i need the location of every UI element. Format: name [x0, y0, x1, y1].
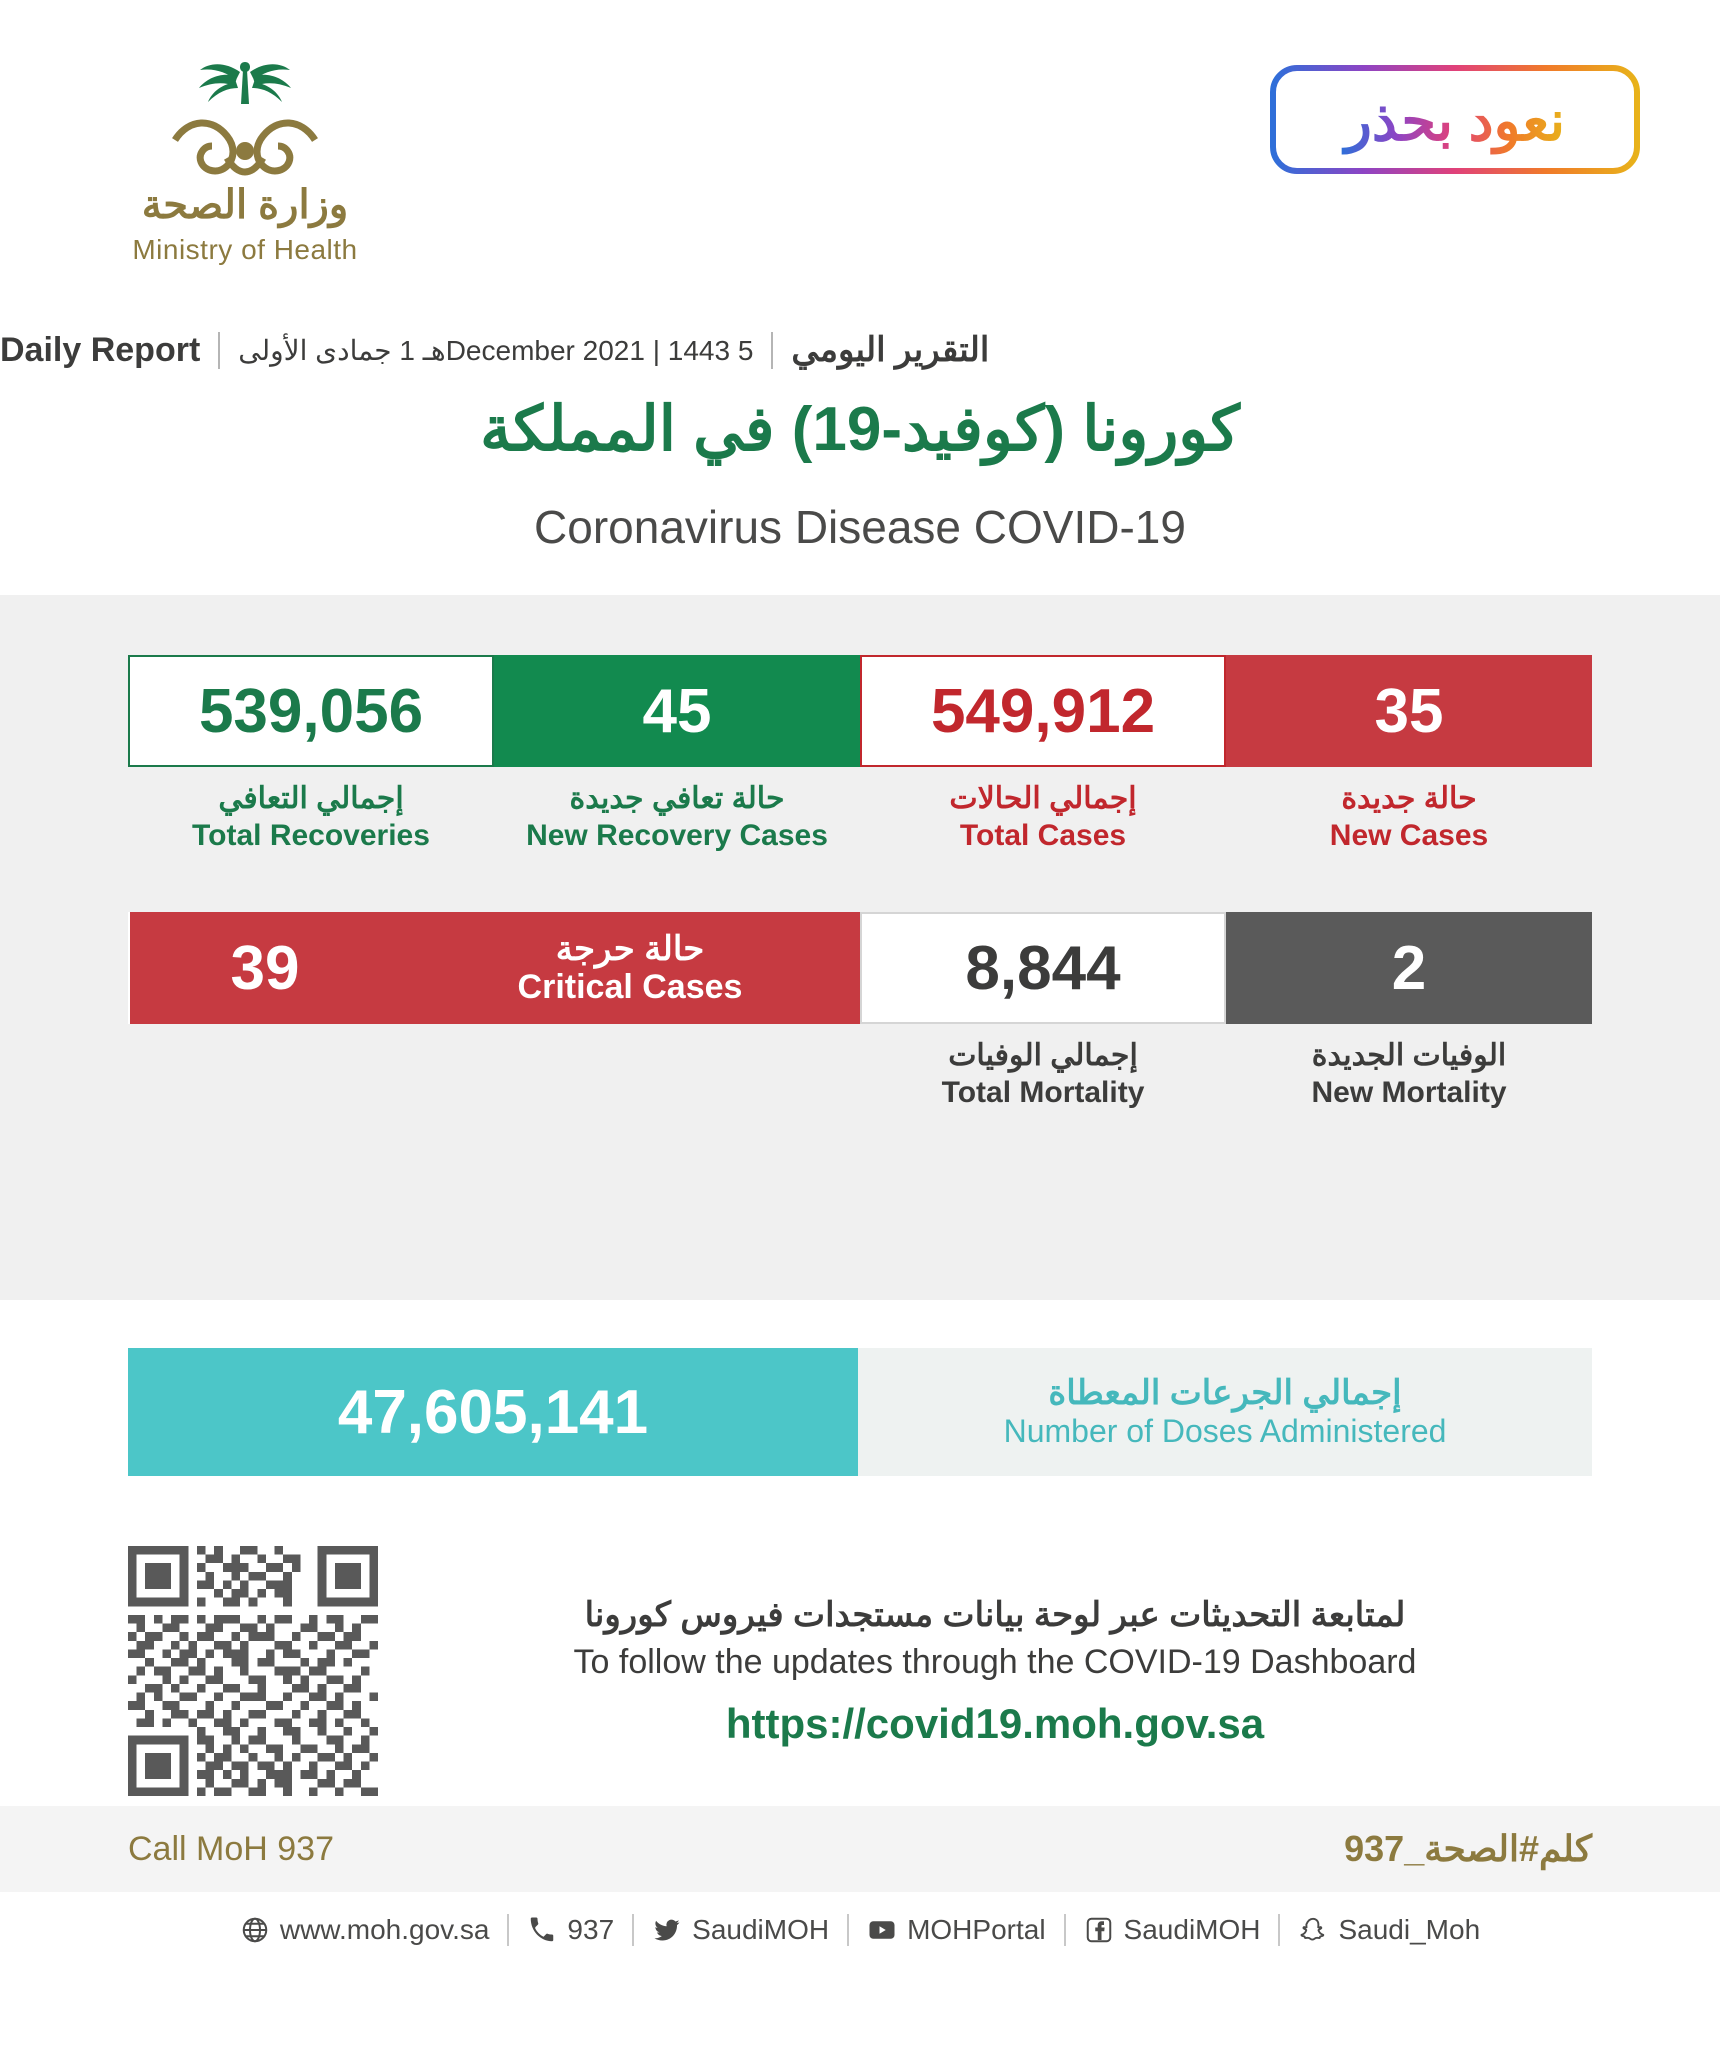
- report-date: 5 December 2021 | 1443هـ 1 جمادى الأولى: [218, 332, 773, 369]
- stat-total-recoveries: [128, 655, 494, 854]
- call-moh-ar: كلم#الصحة_937: [1344, 1828, 1592, 1869]
- stat-new-cases-value: 35: [1226, 655, 1592, 767]
- footer-twitter[interactable]: [634, 1914, 849, 1946]
- stat-critical-cases-label-ar: حالة حرجة: [555, 930, 705, 969]
- facebook-icon: [1084, 1915, 1114, 1945]
- footer-website[interactable]: [222, 1914, 510, 1946]
- globe-icon: [240, 1915, 270, 1945]
- dashboard-text-ar: لمتابعة التحديثات عبر لوحة بيانات مستجدات فيروس كورونا: [584, 1595, 1406, 1634]
- ministry-name-ar: وزارة الصحة: [141, 183, 349, 227]
- stat-new-cases-label-en: New Cases: [1329, 818, 1489, 852]
- footer-youtube[interactable]: [849, 1914, 1065, 1946]
- stat-critical-cases: [128, 912, 860, 1024]
- footer-snapchat-label: Saudi_Moh: [1338, 1914, 1481, 1945]
- stat-total-mortality-label-en: Total Mortality: [941, 1075, 1145, 1109]
- footer-youtube-label: MOHPortal: [907, 1914, 1046, 1945]
- stat-total-cases-label-ar: إجمالي الحالات: [949, 782, 1137, 815]
- dashboard-section: [0, 1516, 1720, 1806]
- snapchat-icon: [1298, 1915, 1328, 1945]
- stat-total-recoveries-label-ar: إجمالي التعافي: [218, 782, 404, 815]
- page-title-ar: كورونا (كوفيد-19) في المملكة: [480, 395, 1240, 464]
- twitter-icon: [652, 1915, 682, 1945]
- stat-new-mortality-label-ar: الوفيات الجديدة: [1311, 1039, 1507, 1073]
- ministry-of-health-logo: [80, 48, 410, 266]
- stat-new-cases: [1226, 655, 1592, 854]
- call-moh-en: Call MoH 937: [128, 1829, 334, 1868]
- stat-new-mortality-value: 2: [1226, 912, 1592, 1024]
- stat-new-recoveries-value: 45: [494, 655, 860, 767]
- footer-facebook[interactable]: [1066, 1914, 1281, 1946]
- stat-critical-cases-value: 39: [128, 912, 400, 1024]
- footer-phone-label: 937: [567, 1914, 615, 1945]
- dashboard-text: [418, 1595, 1592, 1748]
- moh-emblem-icon: [80, 48, 410, 178]
- ministry-name-en: Ministry of Health: [132, 234, 358, 265]
- stat-new-cases-label-ar: حالة جديدة: [1341, 782, 1477, 815]
- footer-phone[interactable]: [509, 1914, 634, 1946]
- youtube-icon: [867, 1915, 897, 1945]
- stat-total-cases-value: 549,912: [860, 655, 1226, 767]
- stat-total-mortality: [860, 912, 1226, 1111]
- stat-new-recoveries: [494, 655, 860, 854]
- doses-value: 47,605,141: [128, 1348, 858, 1476]
- doses-bar: [128, 1348, 1592, 1476]
- report-label-en: Daily Report: [0, 330, 201, 369]
- footer-website-label: www.moh.gov.sa: [279, 1914, 490, 1945]
- footer-facebook-label: SaudiMOH: [1123, 1914, 1261, 1945]
- footer-snapchat[interactable]: [1280, 1914, 1498, 1946]
- footer: [0, 1892, 1720, 1968]
- report-line: [0, 330, 1632, 370]
- stat-total-recoveries-label-en: Total Recoveries: [192, 818, 430, 852]
- stat-total-cases-label-en: Total Cases: [959, 818, 1127, 852]
- qr-code-icon[interactable]: [128, 1546, 378, 1796]
- stat-new-recoveries-label-en: New Recovery Cases: [526, 818, 828, 852]
- statistics-band: [0, 595, 1720, 1300]
- stat-new-mortality: [1226, 912, 1592, 1111]
- statistics-row-2: [0, 912, 1720, 1111]
- stat-new-mortality-label-en: New Mortality: [1311, 1075, 1507, 1109]
- doses-section: [0, 1300, 1720, 1516]
- stat-new-recoveries-label-ar: حالة تعافي جديدة: [569, 782, 785, 815]
- stat-total-recoveries-value: 539,056: [128, 655, 494, 767]
- report-label-ar: التقرير اليومي: [791, 331, 990, 369]
- stat-critical-cases-label-en: Critical Cases: [517, 968, 743, 1007]
- call-bar: [0, 1806, 1720, 1892]
- statistics-row-1: [0, 655, 1720, 854]
- dashboard-url-link[interactable]: https://covid19.moh.gov.sa: [725, 1699, 1265, 1747]
- dashboard-text-en: To follow the updates through the COVID-19 Dashboard: [573, 1642, 1417, 1681]
- phone-icon: [527, 1915, 557, 1945]
- stat-total-mortality-label-ar: إجمالي الوفيات: [948, 1039, 1138, 1073]
- footer-twitter-label: SaudiMOH: [692, 1914, 830, 1945]
- header: [0, 0, 1720, 595]
- svg-text:نعود بحذر: نعود بحذر: [1344, 89, 1566, 152]
- page-title-en: Coronavirus Disease COVID-19: [534, 501, 1186, 553]
- doses-label-ar: إجمالي الجرعات المعطاة: [1048, 1374, 1402, 1413]
- stat-total-mortality-value: 8,844: [860, 912, 1226, 1024]
- doses-label-en: Number of Doses Administered: [1003, 1413, 1447, 1450]
- stat-total-cases: [860, 655, 1226, 854]
- campaign-logo: [1270, 62, 1640, 177]
